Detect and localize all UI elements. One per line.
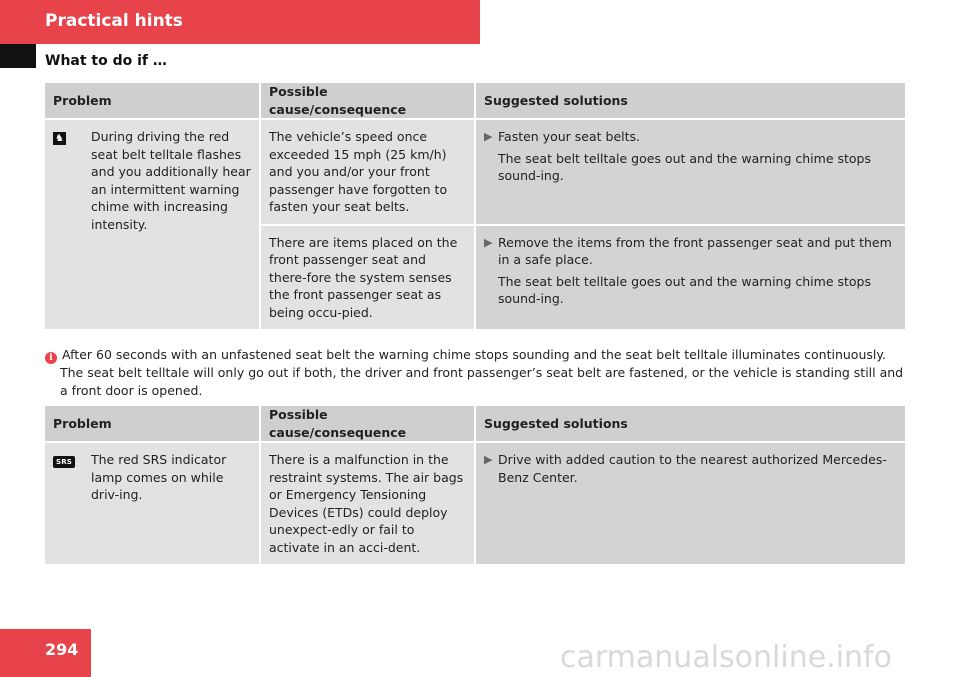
cause-cell: The vehicle’s speed once exceeded 15 mph (25 km/h) and you and/or your front passenger have forgotten to fasten your seat belts. <box>260 119 475 225</box>
solution-note: The seat belt telltale goes out and the warning chime stops sound-ing. <box>498 273 871 306</box>
column-header-problem: Problem <box>45 83 260 119</box>
info-icon: i <box>45 352 57 364</box>
section-marker <box>0 44 36 68</box>
hints-table-srs <box>45 406 905 566</box>
solution-note: The seat belt telltale goes out and the warning chime stops sound-ing. <box>498 150 871 183</box>
bullet-arrow-icon: ▶ <box>484 130 493 143</box>
solution-cell <box>475 119 905 225</box>
hints-table-seatbelt <box>45 83 905 331</box>
table-row <box>45 119 905 225</box>
section-title: What to do if … <box>45 53 167 69</box>
solution-text: Remove the items from the front passenger seat and put them in a safe place. <box>498 234 892 267</box>
column-header-solutions: Suggested solutions <box>475 406 905 442</box>
column-header-cause: Possible cause/consequence <box>260 406 475 442</box>
table-header-row <box>45 83 905 119</box>
problem-cell <box>45 442 260 565</box>
solution-cell <box>475 225 905 331</box>
page-header-title: Practical hints <box>45 11 183 31</box>
column-header-problem: Problem <box>45 406 260 442</box>
solution-cell <box>475 442 905 565</box>
table-row <box>45 442 905 565</box>
srs-indicator-icon: SRS <box>53 456 75 468</box>
seatbelt-warning-icon: ♞ <box>53 132 66 145</box>
bullet-arrow-icon: ▶ <box>484 235 493 249</box>
table-header-row <box>45 406 905 442</box>
page-number: 294 <box>45 640 79 659</box>
cause-cell: There are items placed on the front passenger seat and there-fore the system senses the front passenger seat as being occu-pied. <box>260 225 475 331</box>
problem-text: The red SRS indicator lamp comes on while driv-ing. <box>91 452 227 502</box>
solution-text: Fasten your seat belts. <box>498 129 641 144</box>
solution-text: Drive with added caution to the nearest authorized Mercedes-Benz Center. <box>498 452 887 485</box>
info-text: After 60 seconds with an unfastened seat belt the warning chime stops sounding and the seat belt telltale illuminates continuously. The seat belt telltale will only go out if both, the driver and front passenger’s seat belt are fastened, or the vehicle is standing still and a front door is opened. <box>60 347 904 398</box>
problem-cell <box>45 119 260 330</box>
problem-text: During driving the red seat belt telltale flashes and you additionally hear an intermittent warning chime with increasing intensity. <box>91 129 251 232</box>
bullet-arrow-icon: ▶ <box>484 453 493 466</box>
info-note <box>45 346 907 400</box>
column-header-solutions: Suggested solutions <box>475 83 905 119</box>
column-header-cause: Possible cause/consequence <box>260 83 475 119</box>
cause-cell: There is a malfunction in the restraint systems. The air bags or Emergency Tensioning Devices (ETDs) could deploy unexpect-edly or fail to activate in an acci-dent. <box>260 442 475 565</box>
watermark: carmanualsonline.info <box>560 640 892 675</box>
